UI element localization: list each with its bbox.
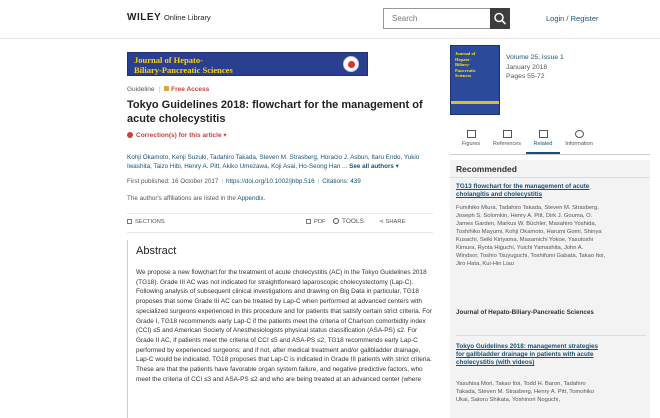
chevron-down-icon: ▾ [223,132,227,139]
recommended-item-authors: Fumihiko Miura, Tadahiro Takada, Steven M. Strasberg, Joseph S. Solomkin, Henry A. Pitt, Dirk J. Gouma, O. James Garden, Markus W. Büchler, Masahiro Yoshida, Toshihiko Mayumi, Kohji Okamoto, Harumi Gomi, Shinya Kusachi, Seiki Kiriyama, Masamichi Yokoe, Yasutoshi Kimura, Ryota Higuchi, Yuichi Yamashita, John A. Windsor, Toshio Tsuyuguchi, Toshifumi Gabata, Takao Itoi, Jiro Hata, Kui-Hin Liau [456,205,606,267]
toolbar-top-border [127,213,433,214]
share-icon: ⋖ [379,219,386,225]
issue-volume-link[interactable]: Volume 25, Issue 1 [506,54,564,61]
recommended-item-journal: Journal of Hepato-Biliary-Pancreatic Sciences [456,309,594,316]
logo-brand: WILEY [127,12,162,23]
header-divider [0,38,660,39]
login-register-link[interactable]: Login / Register [546,14,599,23]
tab-information-label: Information [565,141,593,147]
right-tab-bar [450,125,650,155]
figures-icon [467,130,476,138]
journal-seal-icon [343,56,359,72]
share-label: SHARE [385,219,406,225]
abstract-heading: Abstract [136,245,177,257]
wiley-logo[interactable] [127,12,211,23]
citations-link[interactable]: Citations: 439 [322,178,361,185]
references-icon [503,130,512,138]
search-box [383,8,510,29]
cover-line1: Journal of [455,51,476,56]
pdf-button[interactable] [306,219,326,225]
search-button[interactable] [490,8,510,29]
correction-label: Correction(s) for this article [136,132,222,139]
article-type-row: Guideline | Free Access [127,86,210,93]
cover-line3: Biliary- [455,62,471,68]
issue-pages: Pages 55-72 [506,73,545,80]
journal-banner[interactable] [127,52,368,76]
article-toolbar [127,217,433,229]
cover-line5: Sciences [455,73,472,79]
tools-button[interactable] [333,218,364,225]
pdf-icon [306,219,311,224]
free-access-label: Free Access [171,86,210,93]
pdf-label: PDF [314,219,326,225]
tab-figures-label: Figures [461,141,481,147]
journal-banner-title [134,55,233,75]
tab-figures[interactable] [454,125,488,154]
see-all-authors-link[interactable]: See all authors [349,163,394,170]
share-button[interactable] [379,219,405,225]
logo-sub: Online Library [163,13,211,22]
recommended-heading: Recommended [456,164,517,174]
recommended-item-separator [456,335,646,336]
site-header [0,0,660,38]
cover-line4: Pancreatic [455,67,476,73]
affil-prefix: The author's affiliations are listed in the [127,195,236,202]
sections-label: SECTIONS [135,219,165,225]
lock-icon [164,86,169,91]
correction-link[interactable] [127,131,227,139]
recommended-item-title[interactable]: Tokyo Guidelines 2018: management strategies for gallbladder drainage in patients with acute cholecystitis (with videos) [456,343,598,366]
recommended-item-authors: Yasuhisa Mori, Takao Itoi, Todd H. Baron, Tadahiro Takada, Steven M. Strasberg, Henry A. Pitt, Tomohiko Ukai, Satoru Shikata, Yoshinori Noguchi, [456,381,595,403]
search-input[interactable] [384,9,489,28]
tab-related-label: Related [533,141,553,147]
journal-cover-thumbnail[interactable] [450,45,500,115]
cover-stripe [451,101,499,104]
chevron-down-icon: ▾ [395,163,399,170]
tools-label: TOOLS [342,218,364,225]
menu-icon [127,219,132,224]
publication-meta: First published: 16 October 2017 | https://doi.org/10.1002/jhbp.516 | Citations: 439 [127,178,361,185]
cover-line2: Hepato- [455,56,471,62]
first-published: First published: 16 October 2017 [127,178,219,185]
search-icon [490,8,510,29]
issue-date: January 2018 [506,63,548,71]
tab-references-label: References [492,141,522,147]
article-type: Guideline [127,86,155,93]
cover-title [455,51,476,79]
sections-button[interactable] [127,219,165,225]
toolbar-bottom-border [127,232,433,233]
article-title: Tokyo Guidelines 2018: flowchart for the management of acute cholecystitis [127,99,423,125]
affiliations-note: The author's affiliations are listed in the Appendix. [127,195,266,202]
information-icon [575,130,584,138]
issue-info [506,53,564,82]
tab-references[interactable] [490,125,524,154]
journal-banner-line1: Journal of Hepato- [134,55,203,65]
appendix-link[interactable]: Appendix [237,195,264,202]
abstract-text: We propose a new flowchart for the treatment of acute cholecystitis (AC) in the Tokyo Guidelines 2018 (TG18). Grade III AC was not indicated for straightforward laparoscopic cholecystectomy (Lap-C). Following analysis of subsequent clinical investigations and drawing on Big Data in particular, TG18 proposes that some Grade III AC can be treated by Lap-C when performed at advanced centers with specialized surgeons experienced in this procedure and for patients that satisfy certain strict criteria. For Grade I, TG18 recommends early Lap-C if the patients meet the criteria of Charlson comorbidity index (CCI) ≤5 and American Society of Anesthesiologists physical status classification (ASA-PS) ≤2. For Grade II AC, if patients meet the criteria of CCI ≤5 and ASA-PS ≤2, TG18 recommends early Lap-C performed by experienced surgeons; and if not, after medical treatment and/or gallbladder drainage, Lap-C would be indicated. TG18 proposes that Lap-C is indicated in Grade III patients with strict criteria. These are that the patients have favorable organ system failure, and negative predictive factors, who meet the criteria of CCI ≤3 and ASA-PS ≤2 and who are being treated at an advanced center (where [136,269,432,383]
tab-related[interactable] [526,125,560,154]
author-list[interactable] [127,153,433,171]
recommended-divider [450,177,650,178]
tab-information[interactable] [562,125,596,154]
authors-text: Kohji Okamoto, Kenji Suzuki, Tadahiro Takada, Steven M. Strasberg, Horacio J. Asbun, Itaru Endo, Yukio Iwashita, Taizo Hibi, Henry A. Pitt, Akiko Umezawa, Koji Asai, Ho-Seong Han ... [127,154,420,170]
related-icon [539,130,548,138]
journal-banner-line2: Biliary-Pancreatic Sciences [134,65,233,75]
recommended-item-title[interactable]: TG13 flowchart for the management of acute cholangitis and cholecystitis [456,183,590,198]
doi-link[interactable]: https://doi.org/10.1002/jhbp.516 [226,178,315,185]
alert-icon [127,132,133,138]
wrench-icon [333,218,339,224]
